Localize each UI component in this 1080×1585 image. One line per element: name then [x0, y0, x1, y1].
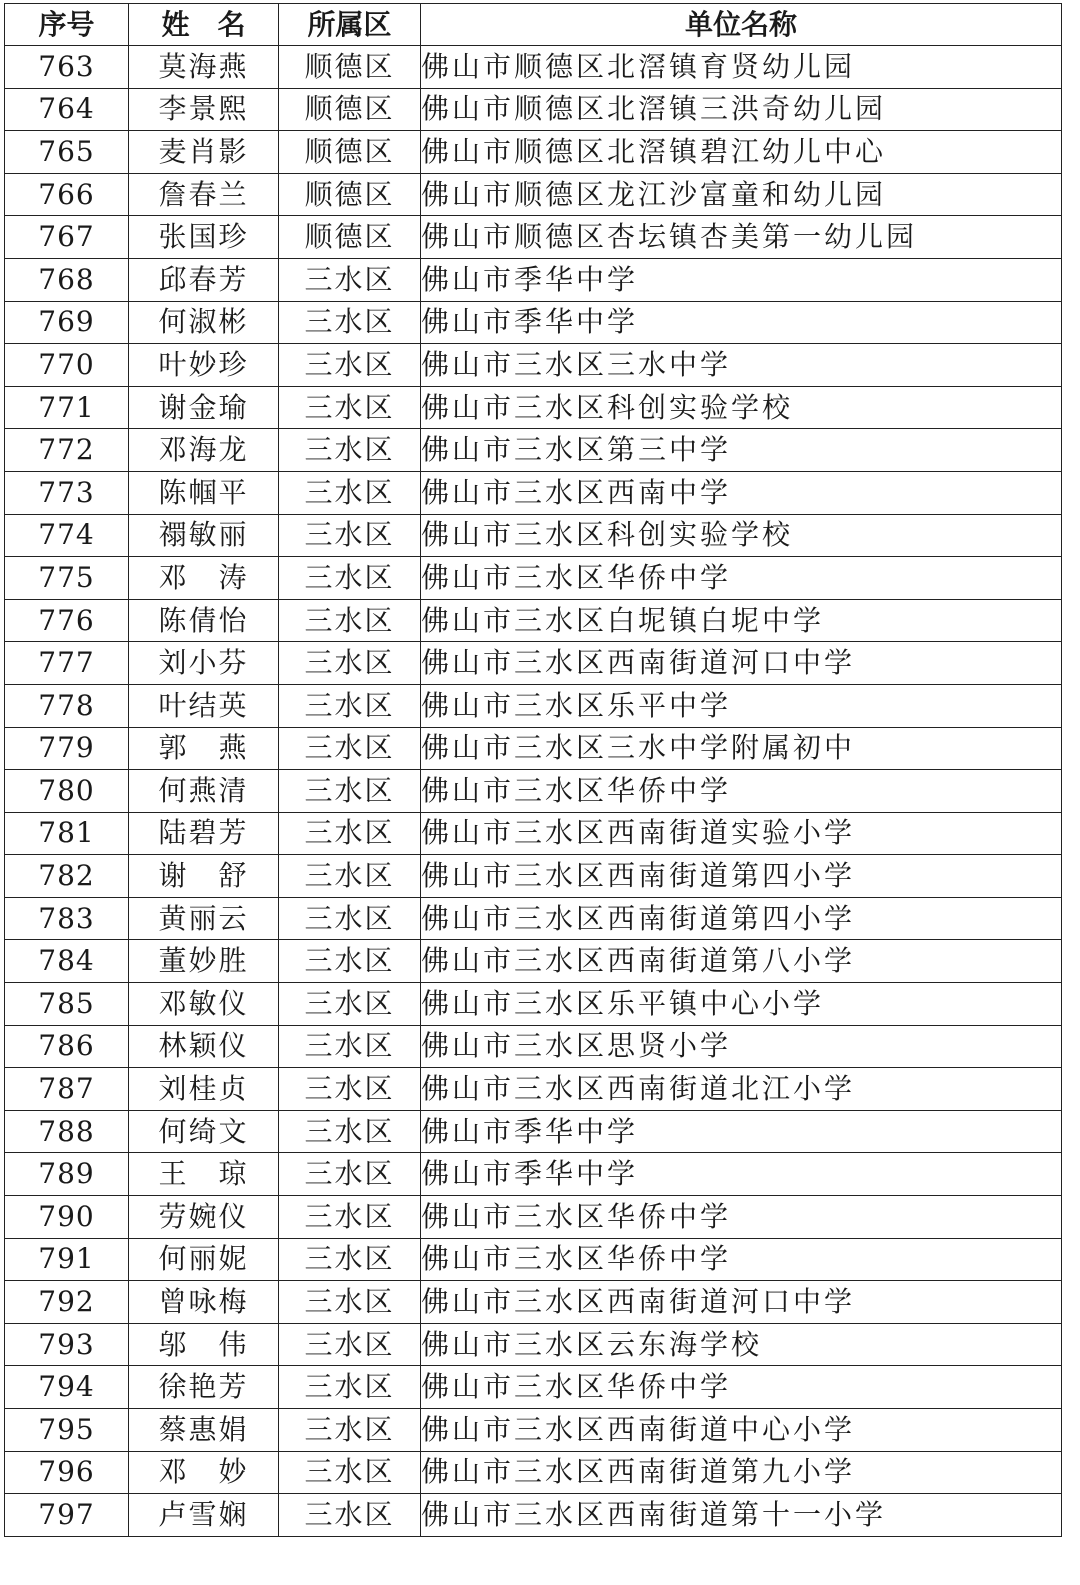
cell-name: 陈帼平 — [129, 471, 279, 514]
table-row — [5, 557, 1062, 600]
cell-unit: 佛山市三水区科创实验学校 — [421, 514, 1062, 557]
cell-no: 786 — [5, 1025, 129, 1068]
table-row — [5, 770, 1062, 813]
cell-unit: 佛山市三水区三水中学 — [421, 344, 1062, 387]
table-row — [5, 1323, 1062, 1366]
cell-unit: 佛山市三水区思贤小学 — [421, 1025, 1062, 1068]
cell-no: 796 — [5, 1451, 129, 1494]
cell-unit: 佛山市三水区西南街道第十一小学 — [421, 1494, 1062, 1537]
cell-unit: 佛山市顺德区龙江沙富童和幼儿园 — [421, 173, 1062, 216]
cell-unit: 佛山市三水区华侨中学 — [421, 1196, 1062, 1239]
cell-unit: 佛山市季华中学 — [421, 1110, 1062, 1153]
cell-district: 三水区 — [279, 1110, 421, 1153]
cell-district: 三水区 — [279, 1281, 421, 1324]
cell-district: 三水区 — [279, 1025, 421, 1068]
cell-no: 789 — [5, 1153, 129, 1196]
cell-district: 顺德区 — [279, 216, 421, 259]
cell-name: 叶结英 — [129, 684, 279, 727]
table-row — [5, 1025, 1062, 1068]
cell-name: 张国珍 — [129, 216, 279, 259]
table-row — [5, 1451, 1062, 1494]
cell-no: 794 — [5, 1366, 129, 1409]
cell-name: 何绮文 — [129, 1110, 279, 1153]
cell-unit: 佛山市三水区西南街道第四小学 — [421, 897, 1062, 940]
table-row — [5, 471, 1062, 514]
table-row — [5, 1153, 1062, 1196]
cell-district: 三水区 — [279, 514, 421, 557]
cell-name: 王 琼 — [129, 1153, 279, 1196]
cell-no: 781 — [5, 812, 129, 855]
cell-district: 三水区 — [279, 855, 421, 898]
cell-unit: 佛山市三水区华侨中学 — [421, 557, 1062, 600]
cell-no: 787 — [5, 1068, 129, 1111]
table-header-row — [5, 4, 1062, 46]
cell-district: 三水区 — [279, 727, 421, 770]
table-row — [5, 1366, 1062, 1409]
cell-no: 773 — [5, 471, 129, 514]
table-body — [5, 46, 1062, 1537]
cell-district: 三水区 — [279, 1366, 421, 1409]
cell-no: 775 — [5, 557, 129, 600]
header-unit: 单位名称 — [421, 4, 1062, 46]
cell-district: 三水区 — [279, 1494, 421, 1537]
cell-district: 三水区 — [279, 429, 421, 472]
roster-table — [4, 3, 1062, 1537]
cell-district: 三水区 — [279, 1409, 421, 1452]
cell-name: 陆碧芳 — [129, 812, 279, 855]
cell-name: 何淑彬 — [129, 301, 279, 344]
cell-name: 刘小芬 — [129, 642, 279, 685]
cell-district: 顺德区 — [279, 173, 421, 216]
cell-no: 793 — [5, 1323, 129, 1366]
cell-no: 771 — [5, 386, 129, 429]
header-name: 姓 名 — [129, 4, 279, 46]
cell-district: 三水区 — [279, 599, 421, 642]
cell-name: 麦肖影 — [129, 131, 279, 174]
cell-district: 三水区 — [279, 1196, 421, 1239]
cell-district: 三水区 — [279, 1153, 421, 1196]
table-row — [5, 855, 1062, 898]
cell-no: 779 — [5, 727, 129, 770]
cell-no: 795 — [5, 1409, 129, 1452]
cell-unit: 佛山市三水区西南街道第九小学 — [421, 1451, 1062, 1494]
cell-unit: 佛山市三水区乐平中学 — [421, 684, 1062, 727]
cell-no: 788 — [5, 1110, 129, 1153]
cell-name: 林颖仪 — [129, 1025, 279, 1068]
cell-district: 三水区 — [279, 983, 421, 1026]
cell-no: 770 — [5, 344, 129, 387]
cell-unit: 佛山市三水区西南街道河口中学 — [421, 642, 1062, 685]
cell-unit: 佛山市三水区西南街道河口中学 — [421, 1281, 1062, 1324]
cell-no: 764 — [5, 88, 129, 131]
cell-name: 李景熙 — [129, 88, 279, 131]
cell-name: 叶妙珍 — [129, 344, 279, 387]
cell-district: 三水区 — [279, 1068, 421, 1111]
cell-no: 769 — [5, 301, 129, 344]
cell-unit: 佛山市三水区白坭镇白坭中学 — [421, 599, 1062, 642]
table-row — [5, 514, 1062, 557]
cell-no: 782 — [5, 855, 129, 898]
cell-unit: 佛山市三水区乐平镇中心小学 — [421, 983, 1062, 1026]
cell-unit: 佛山市顺德区北滘镇三洪奇幼儿园 — [421, 88, 1062, 131]
cell-unit: 佛山市顺德区北滘镇育贤幼儿园 — [421, 46, 1062, 89]
cell-unit: 佛山市季华中学 — [421, 1153, 1062, 1196]
cell-district: 顺德区 — [279, 46, 421, 89]
table-row — [5, 386, 1062, 429]
cell-district: 三水区 — [279, 812, 421, 855]
cell-name: 刘桂贞 — [129, 1068, 279, 1111]
table-row — [5, 301, 1062, 344]
cell-no: 776 — [5, 599, 129, 642]
cell-no: 763 — [5, 46, 129, 89]
table-row — [5, 173, 1062, 216]
header-no: 序号 — [5, 4, 129, 46]
cell-district: 三水区 — [279, 1238, 421, 1281]
cell-district: 三水区 — [279, 642, 421, 685]
cell-name: 徐艳芳 — [129, 1366, 279, 1409]
cell-name: 邱春芳 — [129, 258, 279, 301]
cell-no: 783 — [5, 897, 129, 940]
cell-name: 曾咏梅 — [129, 1281, 279, 1324]
cell-district: 三水区 — [279, 684, 421, 727]
cell-unit: 佛山市三水区西南街道第四小学 — [421, 855, 1062, 898]
table-row — [5, 1196, 1062, 1239]
cell-name: 蔡惠娟 — [129, 1409, 279, 1452]
table-row — [5, 897, 1062, 940]
header-district: 所属区 — [279, 4, 421, 46]
cell-name: 郭 燕 — [129, 727, 279, 770]
cell-unit: 佛山市三水区华侨中学 — [421, 1366, 1062, 1409]
cell-no: 778 — [5, 684, 129, 727]
cell-name: 何丽妮 — [129, 1238, 279, 1281]
cell-name: 卢雪娴 — [129, 1494, 279, 1537]
cell-unit: 佛山市三水区第三中学 — [421, 429, 1062, 472]
table-row — [5, 1068, 1062, 1111]
cell-unit: 佛山市三水区西南街道第八小学 — [421, 940, 1062, 983]
cell-district: 三水区 — [279, 471, 421, 514]
cell-no: 780 — [5, 770, 129, 813]
table-row — [5, 642, 1062, 685]
cell-district: 三水区 — [279, 1451, 421, 1494]
cell-unit: 佛山市三水区西南街道实验小学 — [421, 812, 1062, 855]
table-row — [5, 1409, 1062, 1452]
cell-name: 邓 妙 — [129, 1451, 279, 1494]
table-row — [5, 727, 1062, 770]
cell-name: 邓敏仪 — [129, 983, 279, 1026]
cell-unit: 佛山市季华中学 — [421, 258, 1062, 301]
cell-district: 三水区 — [279, 557, 421, 600]
cell-no: 790 — [5, 1196, 129, 1239]
cell-no: 765 — [5, 131, 129, 174]
cell-district: 顺德区 — [279, 88, 421, 131]
cell-unit: 佛山市季华中学 — [421, 301, 1062, 344]
cell-district: 三水区 — [279, 1323, 421, 1366]
cell-name: 黄丽云 — [129, 897, 279, 940]
cell-no: 785 — [5, 983, 129, 1026]
cell-no: 768 — [5, 258, 129, 301]
cell-unit: 佛山市顺德区北滘镇碧江幼儿中心 — [421, 131, 1062, 174]
cell-unit: 佛山市三水区西南中学 — [421, 471, 1062, 514]
cell-no: 774 — [5, 514, 129, 557]
cell-name: 董妙胜 — [129, 940, 279, 983]
cell-district: 三水区 — [279, 897, 421, 940]
cell-name: 禤敏丽 — [129, 514, 279, 557]
cell-unit: 佛山市三水区华侨中学 — [421, 1238, 1062, 1281]
cell-name: 邬 伟 — [129, 1323, 279, 1366]
cell-name: 何燕清 — [129, 770, 279, 813]
cell-no: 766 — [5, 173, 129, 216]
table-row — [5, 812, 1062, 855]
cell-district: 三水区 — [279, 770, 421, 813]
cell-unit: 佛山市三水区云东海学校 — [421, 1323, 1062, 1366]
cell-no: 777 — [5, 642, 129, 685]
cell-unit: 佛山市三水区三水中学附属初中 — [421, 727, 1062, 770]
cell-no: 772 — [5, 429, 129, 472]
cell-no: 791 — [5, 1238, 129, 1281]
table-row — [5, 1238, 1062, 1281]
cell-district: 三水区 — [279, 258, 421, 301]
cell-name: 邓海龙 — [129, 429, 279, 472]
cell-unit: 佛山市顺德区杏坛镇杏美第一幼儿园 — [421, 216, 1062, 259]
cell-name: 詹春兰 — [129, 173, 279, 216]
cell-unit: 佛山市三水区西南街道中心小学 — [421, 1409, 1062, 1452]
cell-no: 784 — [5, 940, 129, 983]
cell-unit: 佛山市三水区科创实验学校 — [421, 386, 1062, 429]
cell-name: 陈倩怡 — [129, 599, 279, 642]
cell-name: 邓 涛 — [129, 557, 279, 600]
table-row — [5, 88, 1062, 131]
cell-unit: 佛山市三水区西南街道北江小学 — [421, 1068, 1062, 1111]
table-row — [5, 258, 1062, 301]
table-row — [5, 940, 1062, 983]
cell-district: 三水区 — [279, 386, 421, 429]
cell-name: 谢金瑜 — [129, 386, 279, 429]
table-row — [5, 1494, 1062, 1537]
table-row — [5, 429, 1062, 472]
table-row — [5, 216, 1062, 259]
cell-district: 三水区 — [279, 940, 421, 983]
table-row — [5, 599, 1062, 642]
cell-unit: 佛山市三水区华侨中学 — [421, 770, 1062, 813]
table-row — [5, 1281, 1062, 1324]
cell-district: 三水区 — [279, 301, 421, 344]
cell-district: 顺德区 — [279, 131, 421, 174]
table-row — [5, 131, 1062, 174]
cell-no: 792 — [5, 1281, 129, 1324]
cell-name: 莫海燕 — [129, 46, 279, 89]
table-row — [5, 684, 1062, 727]
cell-name: 谢 舒 — [129, 855, 279, 898]
table-row — [5, 1110, 1062, 1153]
cell-district: 三水区 — [279, 344, 421, 387]
table-row — [5, 344, 1062, 387]
cell-no: 767 — [5, 216, 129, 259]
table-row — [5, 46, 1062, 89]
cell-no: 797 — [5, 1494, 129, 1537]
table-row — [5, 983, 1062, 1026]
cell-name: 劳婉仪 — [129, 1196, 279, 1239]
